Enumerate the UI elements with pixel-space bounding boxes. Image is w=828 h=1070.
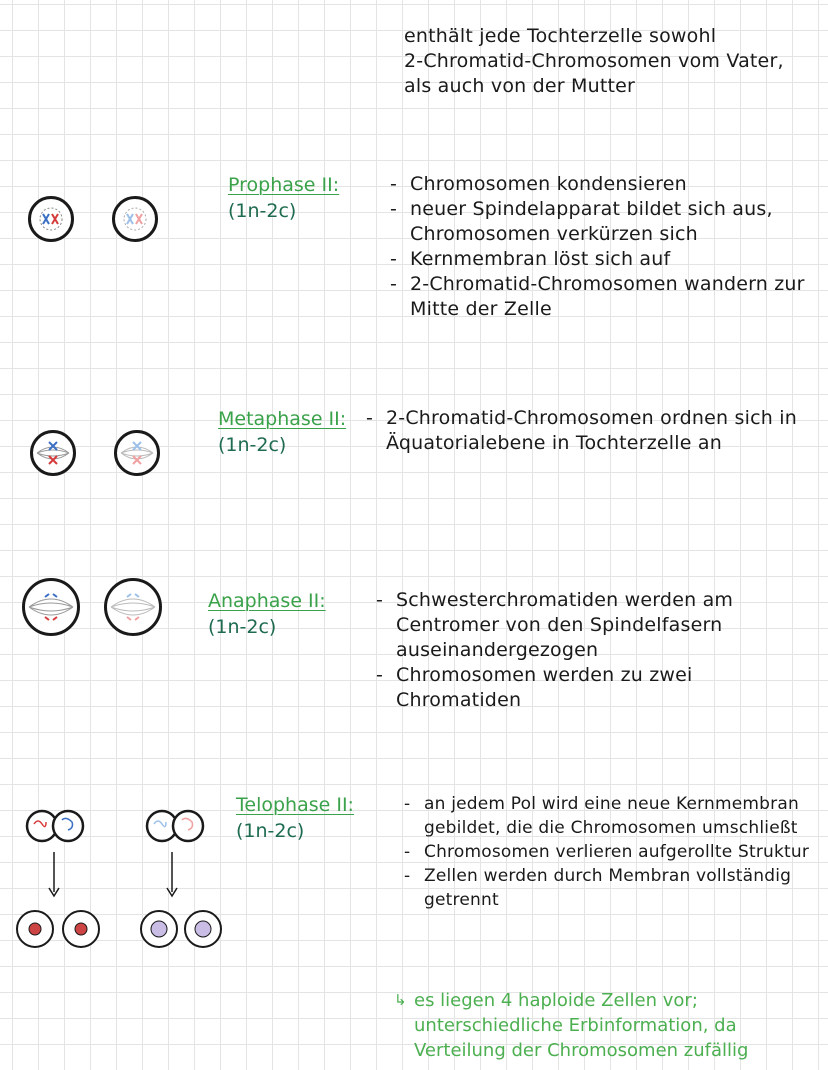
prophase-heading (228, 174, 339, 222)
prophase-bullet: - Kernmembran löst sich auf (388, 247, 808, 272)
daughter-cell-nucleus (186, 912, 220, 946)
anaphase-bullets (374, 588, 804, 713)
telophase-title: Telophase II: (236, 794, 354, 816)
metaphase-cell-2-drawing (117, 433, 157, 473)
intro-line: als auch von der Mutter (404, 75, 636, 97)
intro-line: enthält jede Tochterzelle sowohl (404, 25, 717, 47)
prophase-cell-1-drawing (31, 199, 71, 239)
telophase-dividing-cell-1 (16, 806, 96, 846)
conclusion-note (394, 988, 810, 1063)
conclusion-text: es liegen 4 haploide Zellen vor; unterschiedliche Erbinformation, da Verteilung der Chromosomen zufällig (414, 990, 749, 1061)
arrow-right-icon: ↳ (394, 991, 407, 1009)
telophase-bullet: - an jedem Pol wird eine neue Kernmembran gebildet, die die Chromosomen umschließt (402, 792, 820, 840)
telophase-bullets (402, 792, 820, 912)
prophase-cell-2 (112, 196, 158, 242)
metaphase-bullets (364, 406, 814, 456)
arrow-down-icon (164, 852, 180, 900)
daughter-cell (62, 910, 100, 948)
intro-line: 2-Chromatid-Chromosomen vom Vater, (404, 50, 784, 72)
anaphase-heading (208, 590, 326, 638)
arrow-down-icon (46, 852, 62, 900)
prophase-cell-2-drawing (115, 199, 155, 239)
telophase-bullet: - Zellen werden durch Membran vollständig getrennt (402, 864, 820, 912)
anaphase-cell-1-drawing (25, 581, 77, 633)
prophase-cell-1 (28, 196, 74, 242)
metaphase-cell-1 (30, 430, 76, 476)
metaphase-heading (218, 408, 346, 456)
anaphase-bullet: - Chromosomen werden zu zwei Chromatiden (374, 663, 804, 713)
prophase-bullets (388, 172, 808, 322)
anaphase-formula: (1n-2c) (208, 616, 277, 638)
telophase-formula: (1n-2c) (236, 820, 305, 842)
metaphase-cell-2 (114, 430, 160, 476)
daughter-cell-nucleus (18, 912, 52, 946)
intro-text (404, 24, 824, 99)
anaphase-cell-2 (104, 578, 162, 636)
daughter-cell-nucleus (142, 912, 176, 946)
prophase-title: Prophase II: (228, 174, 340, 196)
daughter-cell (16, 910, 54, 948)
metaphase-bullet: - 2-Chromatid-Chromosomen ordnen sich in Äquatorialebene in Tochterzelle an (364, 406, 814, 456)
anaphase-cell-2-drawing (107, 581, 159, 633)
telophase-dividing-cell-2 (136, 806, 216, 846)
prophase-bullet: - 2-Chromatid-Chromosomen wandern zur Mitte der Zelle (388, 272, 808, 322)
anaphase-title: Anaphase II: (208, 590, 326, 612)
anaphase-cell-1 (22, 578, 80, 636)
telophase-heading (236, 794, 354, 842)
telophase-bullet: - Chromosomen verlieren aufgerollte Struktur (402, 840, 820, 864)
daughter-cell (184, 910, 222, 948)
prophase-formula: (1n-2c) (228, 200, 297, 222)
metaphase-formula: (1n-2c) (218, 434, 287, 456)
daughter-cell (140, 910, 178, 948)
metaphase-cell-1-drawing (33, 433, 73, 473)
daughter-cell-nucleus (64, 912, 98, 946)
prophase-bullet: - Chromosomen kondensieren (388, 172, 808, 197)
prophase-bullet: - neuer Spindelapparat bildet sich aus, Chromosomen verkürzen sich (388, 197, 808, 247)
anaphase-bullet: - Schwesterchromatiden werden am Centromer von den Spindelfasern auseinandergezogen (374, 588, 804, 663)
metaphase-title: Metaphase II: (218, 408, 347, 430)
